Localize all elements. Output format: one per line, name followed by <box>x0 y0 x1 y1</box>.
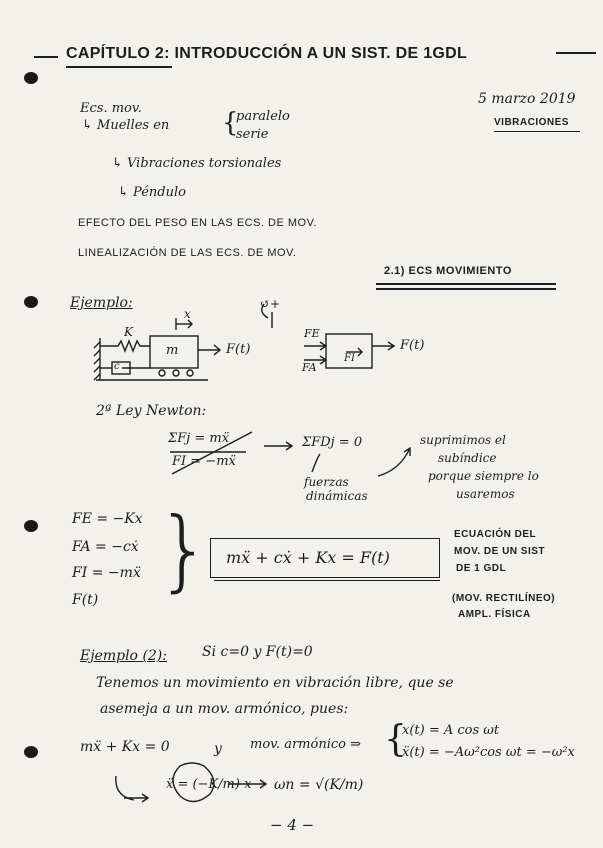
index-ecs-mov: Ecs. mov. <box>80 101 142 116</box>
newton-note1: suprimimos el <box>420 433 506 447</box>
label-fi: FI <box>344 353 355 364</box>
equation-desc3: DE 1 GDL <box>456 563 507 574</box>
equation-main: mẍ + cẋ + Kx = F(t) <box>226 548 390 567</box>
page-number: − 4 − <box>270 816 315 834</box>
newton-eq2: FI = −mẍ <box>172 454 236 469</box>
example2-xdd-t: ẍ(t) = −Aω²cos ωt = −ω²x <box>402 745 575 760</box>
index-torsionales: ↳ Vibraciones torsionales <box>112 156 282 171</box>
section-heading: 2.1) ECS MOVIMIENTO <box>384 265 512 277</box>
example2-result: ẍ = (−K/m) x <box>166 777 252 792</box>
newton-note4: usaremos <box>456 487 515 501</box>
example2-y: y <box>214 741 222 757</box>
example2-text2: asemeja a un mov. armónico, pues: <box>100 701 349 717</box>
index-efecto-peso: EFECTO DEL PESO EN LAS ECS. DE MOV. <box>78 217 317 229</box>
label-sign: ↺+ <box>260 297 281 311</box>
equation-desc2: MOV. DE UN SIST <box>454 546 546 557</box>
example2-wn: ωn = √(K/m) <box>274 777 364 793</box>
equation-desc5: AMPL. FÍSICA <box>458 609 531 620</box>
label-x: x <box>184 307 191 321</box>
example2-label: Ejemplo (2): <box>80 648 167 664</box>
label-force: F(t) <box>226 342 251 357</box>
force-fa: FA = −cẋ <box>72 539 139 555</box>
label-c: c <box>114 361 120 372</box>
example2-text1: Tenemos un movimiento en vibración libre, que se <box>96 675 454 691</box>
equation-desc4: (MOV. RECTILÍNEO) <box>452 593 556 604</box>
newton-eq3: ΣFDj = 0 <box>302 435 363 450</box>
equation-desc1: ECUACIÓN DEL <box>454 529 537 540</box>
example2-eq-left: mẍ + Kx = 0 <box>80 739 170 755</box>
force-ft: F(t) <box>72 592 99 608</box>
chapter-title: CAPÍTULO 2: INTRODUCCIÓN A UN SIST. DE 1GDL <box>66 45 468 62</box>
label-force2: F(t) <box>400 338 425 353</box>
forces-brace: } <box>156 498 212 601</box>
newton-label: 2ª Ley Newton: <box>96 403 207 419</box>
label-k: K <box>124 325 133 339</box>
newton-dinamicas: dinámicas <box>306 489 368 503</box>
index-muelles: ↳ Muelles en <box>82 118 170 133</box>
subject: VIBRACIONES <box>494 117 569 128</box>
index-pendulo: ↳ Péndulo <box>118 185 186 200</box>
force-fe: FE = −Kx <box>72 511 143 527</box>
index-paralelo: paralelo <box>236 109 290 124</box>
example2-brace: { <box>384 719 407 760</box>
example2-x-t: x(t) = A cos ωt <box>402 723 500 738</box>
newton-note3: porque siempre lo <box>428 469 539 483</box>
index-serie: serie <box>236 127 269 142</box>
label-mass: m <box>166 343 179 358</box>
date: 5 marzo 2019 <box>478 91 576 107</box>
newton-note2: subíndice <box>438 451 497 465</box>
label-fe: FE <box>304 327 320 340</box>
newton-fuerzas: fuerzas <box>304 475 349 489</box>
example2-condition: Si c=0 y F(t)=0 <box>202 644 313 660</box>
newton-eq1: ΣFj = mẍ <box>168 431 230 446</box>
example2-mov-armonico: mov. armónico ⇒ <box>250 737 362 752</box>
index-linealizacion: LINEALIZACIÓN DE LAS ECS. DE MOV. <box>78 247 297 259</box>
example1-label: Ejemplo: <box>70 295 133 311</box>
force-fi: FI = −mẍ <box>72 565 141 581</box>
index-brace: { <box>222 108 239 138</box>
label-fa: FA <box>302 361 317 374</box>
